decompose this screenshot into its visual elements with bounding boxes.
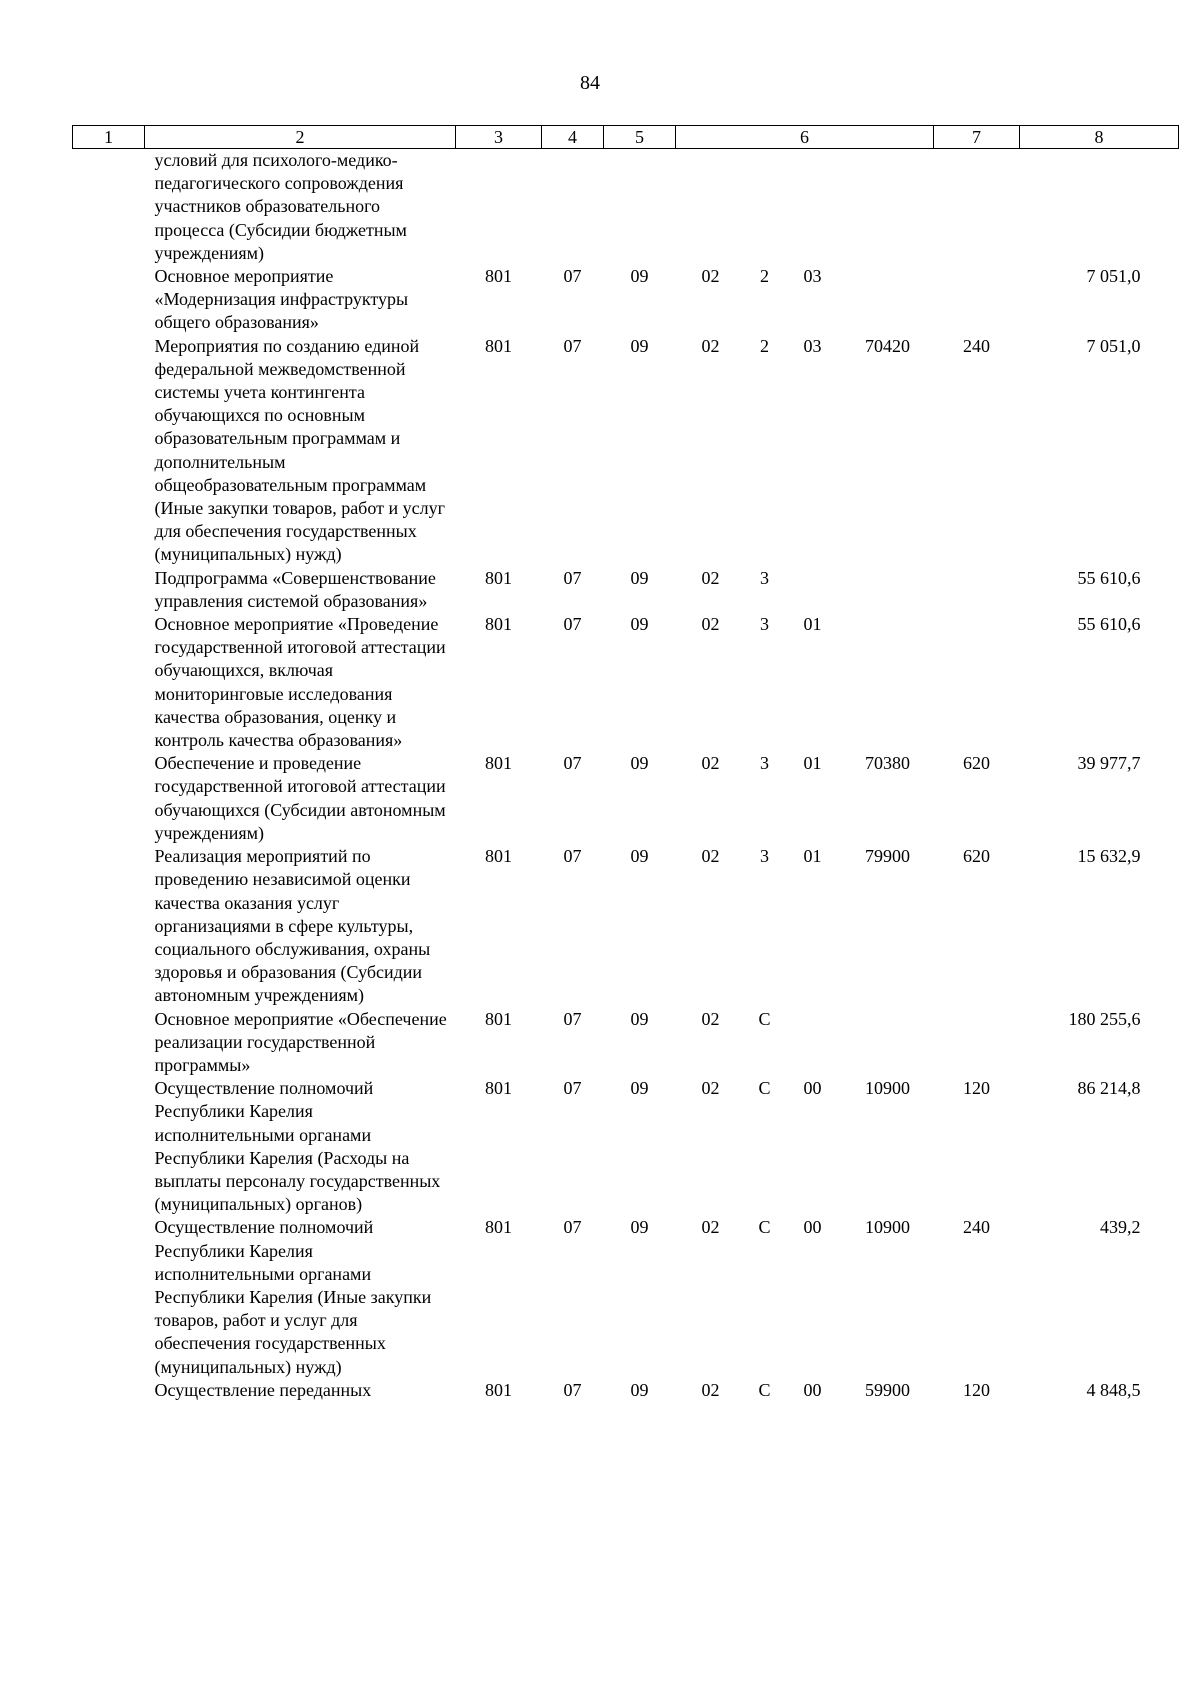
cell-subsection: 09 xyxy=(630,614,649,635)
cell-subsection: 09 xyxy=(630,1078,649,1099)
cell-program-code: 02 xyxy=(701,753,720,774)
header-col-7: 7 xyxy=(934,126,1020,149)
table-row xyxy=(73,752,1179,845)
cell-subsection: 09 xyxy=(630,753,649,774)
cell-subprogram-code: С xyxy=(758,1217,771,1238)
cell-subprogram-code: 2 xyxy=(760,266,769,287)
cell-description: Обеспечение и проведение государственной итоговой аттестации обучающихся (Субсидии автономным учреждениям) xyxy=(154,753,446,843)
cell-section: 07 xyxy=(563,614,582,635)
cell-empty xyxy=(73,1216,145,1378)
cell-expense-type xyxy=(934,613,1020,752)
cell-direction-code xyxy=(842,567,934,613)
cell-expense-type: 240 xyxy=(963,1217,990,1238)
cell-section: 07 xyxy=(563,846,582,867)
budget-table-container xyxy=(72,125,1179,1402)
budget-table xyxy=(72,125,1179,1402)
table-row xyxy=(73,265,1179,335)
cell-expense-type: 620 xyxy=(963,846,990,867)
cell-empty xyxy=(73,1077,145,1216)
header-col-3: 3 xyxy=(456,126,542,149)
cell-subsection: 09 xyxy=(630,846,649,867)
cell-description: условий для психолого-медико-педагогического сопровождения участников образовательного процесса (Субсидии бюджетным учреждениям) xyxy=(154,150,407,263)
cell-subsection: 09 xyxy=(630,1379,649,1400)
cell-empty xyxy=(73,567,145,613)
cell-direction-code: 79900 xyxy=(865,846,910,867)
cell-amount: 7 051,0 xyxy=(1086,266,1141,287)
table-row xyxy=(73,1216,1179,1378)
table-row xyxy=(73,567,1179,613)
cell-amount: 4 848,5 xyxy=(1086,1379,1141,1400)
cell-section: 07 xyxy=(563,567,582,588)
cell-admin-code: 801 xyxy=(485,753,512,774)
cell-section: 07 xyxy=(563,1008,582,1029)
cell-activity-code: 00 xyxy=(803,1379,822,1400)
cell-admin-code: 801 xyxy=(485,846,512,867)
cell-subprogram-code xyxy=(746,149,784,266)
cell-program-code: 02 xyxy=(701,1008,720,1029)
cell-empty xyxy=(73,752,145,845)
cell-admin-code: 801 xyxy=(485,1379,512,1400)
page-number: 84 xyxy=(580,72,600,94)
table-row xyxy=(73,613,1179,752)
cell-subsection: 09 xyxy=(630,1008,649,1029)
cell-direction-code: 10900 xyxy=(865,1078,910,1099)
cell-section: 07 xyxy=(563,335,582,356)
cell-description: Основное мероприятие «Модернизация инфраструктуры общего образования» xyxy=(154,266,409,333)
cell-amount: 439,2 xyxy=(1100,1217,1141,1238)
table-row xyxy=(73,1077,1179,1216)
cell-subsection: 09 xyxy=(630,1217,649,1238)
cell-amount: 39 977,7 xyxy=(1077,753,1141,774)
cell-program-code xyxy=(676,149,746,266)
cell-empty xyxy=(73,845,145,1007)
cell-expense-type: 120 xyxy=(963,1078,990,1099)
cell-program-code: 02 xyxy=(701,1379,720,1400)
cell-program-code: 02 xyxy=(701,1217,720,1238)
cell-description: Осуществление полномочий Республики Карелия исполнительными органами Республики Карелия (Расходы на выплаты персоналу государственных (муниципальных) органов) xyxy=(154,1078,441,1215)
cell-admin-code: 801 xyxy=(485,266,512,287)
cell-admin-code: 801 xyxy=(485,567,512,588)
header-col-2: 2 xyxy=(145,126,456,149)
cell-amount: 55 610,6 xyxy=(1077,567,1141,588)
cell-subsection: 09 xyxy=(630,567,649,588)
cell-subsection: 09 xyxy=(630,266,649,287)
cell-direction-code xyxy=(842,149,934,266)
cell-description: Мероприятия по созданию единой федеральной межведомственной системы учета контингента обучающихся по основным образовательным программам и дополнительным общеобразовательным программам (Иные закупки товаров, работ и услуг для обеспечения государственных (муниципальных) нужд) xyxy=(154,335,445,565)
cell-direction-code: 10900 xyxy=(865,1217,910,1238)
cell-program-code: 02 xyxy=(701,1078,720,1099)
cell-subprogram-code: 3 xyxy=(760,567,769,588)
cell-subprogram-code: С xyxy=(758,1008,771,1029)
cell-expense-type xyxy=(934,149,1020,266)
cell-admin-code xyxy=(456,149,542,266)
cell-empty xyxy=(73,613,145,752)
cell-subprogram-code: 3 xyxy=(760,846,769,867)
cell-direction-code xyxy=(842,1008,934,1078)
cell-subprogram-code: 3 xyxy=(760,614,769,635)
cell-admin-code: 801 xyxy=(485,1078,512,1099)
cell-activity-code xyxy=(784,567,842,613)
cell-subprogram-code: С xyxy=(758,1078,771,1099)
cell-empty xyxy=(73,265,145,335)
cell-direction-code: 59900 xyxy=(865,1379,910,1400)
cell-subsection xyxy=(604,149,676,266)
cell-amount: 7 051,0 xyxy=(1086,335,1141,356)
cell-section xyxy=(542,149,604,266)
table-row xyxy=(73,1379,1179,1402)
cell-subprogram-code: 2 xyxy=(760,335,769,356)
cell-empty xyxy=(73,335,145,567)
cell-amount: 180 255,6 xyxy=(1068,1008,1141,1029)
cell-direction-code xyxy=(842,613,934,752)
cell-amount: 55 610,6 xyxy=(1077,614,1141,635)
cell-section: 07 xyxy=(563,1217,582,1238)
cell-description: Подпрограмма «Совершенствование управления системой образования» xyxy=(154,567,436,611)
cell-program-code: 02 xyxy=(701,614,720,635)
cell-direction-code xyxy=(842,265,934,335)
cell-amount: 15 632,9 xyxy=(1077,846,1141,867)
cell-activity-code xyxy=(784,1008,842,1078)
cell-activity-code: 00 xyxy=(803,1078,822,1099)
cell-admin-code: 801 xyxy=(485,335,512,356)
cell-admin-code: 801 xyxy=(485,1217,512,1238)
cell-program-code: 02 xyxy=(701,567,720,588)
table-row xyxy=(73,149,1179,266)
cell-program-code: 02 xyxy=(701,846,720,867)
cell-section: 07 xyxy=(563,753,582,774)
cell-direction-code: 70420 xyxy=(865,335,910,356)
cell-description: Основное мероприятие «Обеспечение реализации государственной программы» xyxy=(154,1008,447,1075)
cell-activity-code: 01 xyxy=(803,846,822,867)
header-col-5: 5 xyxy=(604,126,676,149)
cell-expense-type xyxy=(934,567,1020,613)
cell-amount xyxy=(1020,149,1179,266)
cell-description: Осуществление переданных xyxy=(154,1379,372,1400)
header-col-4: 4 xyxy=(542,126,604,149)
cell-empty xyxy=(73,1379,145,1402)
cell-section: 07 xyxy=(563,1078,582,1099)
table-header xyxy=(73,126,1179,149)
cell-expense-type xyxy=(934,1008,1020,1078)
header-col-8: 8 xyxy=(1020,126,1179,149)
cell-admin-code: 801 xyxy=(485,1008,512,1029)
cell-program-code: 02 xyxy=(701,266,720,287)
cell-empty xyxy=(73,1008,145,1078)
cell-amount: 86 214,8 xyxy=(1077,1078,1141,1099)
header-row xyxy=(73,126,1179,149)
cell-empty xyxy=(73,149,145,266)
cell-expense-type: 620 xyxy=(963,753,990,774)
cell-activity-code: 01 xyxy=(803,614,822,635)
cell-section: 07 xyxy=(563,266,582,287)
cell-subsection: 09 xyxy=(630,335,649,356)
table-row xyxy=(73,845,1179,1007)
table-body xyxy=(73,149,1179,1402)
cell-expense-type: 240 xyxy=(963,335,990,356)
cell-program-code: 02 xyxy=(701,335,720,356)
cell-subprogram-code: С xyxy=(758,1379,771,1400)
header-col-1: 1 xyxy=(73,126,145,149)
cell-subprogram-code: 3 xyxy=(760,753,769,774)
header-col-6: 6 xyxy=(676,126,934,149)
table-row xyxy=(73,1008,1179,1078)
cell-activity-code xyxy=(784,149,842,266)
cell-admin-code: 801 xyxy=(485,614,512,635)
cell-description: Основное мероприятие «Проведение государственной итоговой аттестации обучающихся, включая мониторинговые исследования качества образования, оценку и контроль качества образования» xyxy=(154,614,446,751)
cell-activity-code: 00 xyxy=(803,1217,822,1238)
cell-description: Осуществление полномочий Республики Карелия исполнительными органами Республики Карелия (Иные закупки товаров, работ и услуг для обеспечения государственных (муниципальных) нужд) xyxy=(154,1217,432,1377)
cell-activity-code: 01 xyxy=(803,753,822,774)
cell-activity-code: 03 xyxy=(803,266,822,287)
cell-section: 07 xyxy=(563,1379,582,1400)
cell-expense-type xyxy=(934,265,1020,335)
cell-direction-code: 70380 xyxy=(865,753,910,774)
table-row xyxy=(73,335,1179,567)
cell-activity-code: 03 xyxy=(803,335,822,356)
cell-expense-type: 120 xyxy=(963,1379,990,1400)
cell-description: Реализация мероприятий по проведению независимой оценки качества оказания услуг организациями в сфере культуры, социального обслуживания, охраны здоровья и образования (Субсидии автономным учреждениям) xyxy=(154,846,431,1006)
